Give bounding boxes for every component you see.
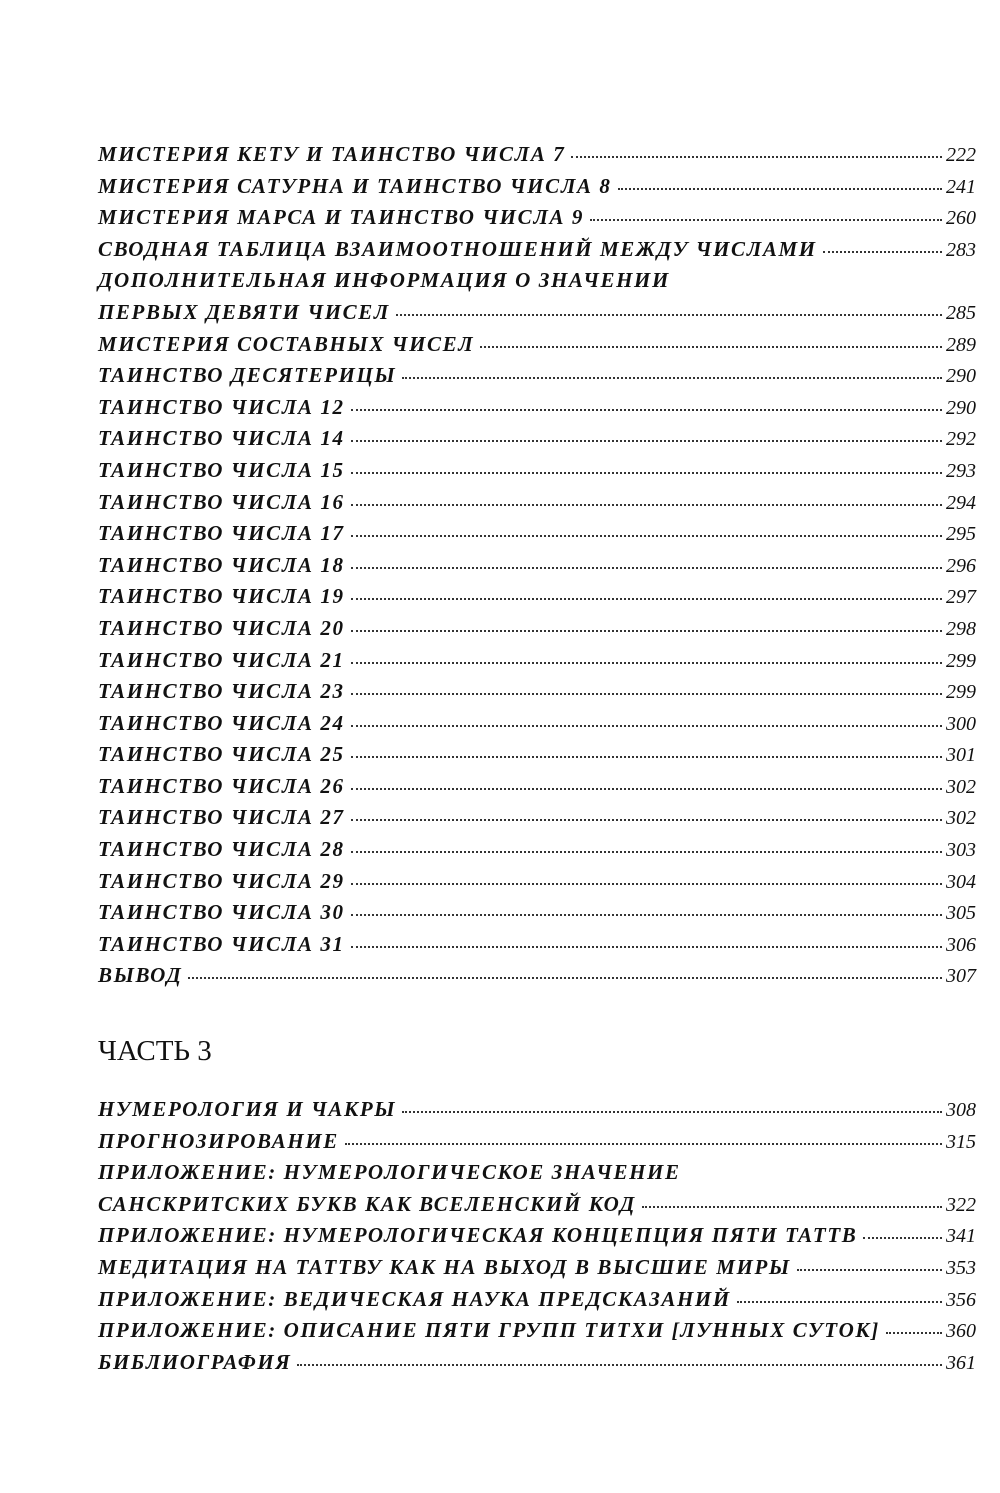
toc-entry-page-number: 301 — [946, 744, 976, 767]
toc-entry — [98, 1255, 976, 1287]
toc-entry — [98, 1097, 976, 1129]
toc-entry — [98, 426, 976, 458]
toc-entry-page-number: 307 — [946, 965, 976, 988]
toc-entry — [98, 1287, 976, 1319]
part-heading: ЧАСТЬ 3 — [98, 1035, 212, 1068]
toc-entry-page-number: 305 — [946, 902, 976, 925]
toc-entry — [98, 711, 976, 743]
toc-entry — [98, 837, 976, 869]
toc-entry-page-number: 289 — [946, 333, 976, 356]
toc-entry-title: ТАИНСТВО ЧИСЛА 26 — [98, 773, 345, 798]
toc-page — [98, 142, 976, 1381]
toc-entry-title: СВОДНАЯ ТАБЛИЦА ВЗАИМООТНОШЕНИЙ МЕЖДУ ЧИСЛАМИ — [98, 236, 817, 261]
toc-entry-page-number: 296 — [946, 554, 976, 577]
toc-entry-page-number: 360 — [946, 1320, 976, 1343]
toc-entry-page-number: 290 — [946, 396, 976, 419]
toc-entry — [98, 584, 976, 616]
spacer — [98, 995, 976, 1033]
toc-entry-title: МИСТЕРИЯ САТУРНА И ТАИНСТВО ЧИСЛА 8 — [98, 173, 612, 198]
toc-entry-title: ТАИНСТВО ЧИСЛА 14 — [98, 426, 345, 451]
toc-entry-page-number: 302 — [946, 807, 976, 830]
toc-dot-leader — [737, 1300, 942, 1303]
toc-entry — [98, 237, 976, 269]
toc-entry-title: ПРИЛОЖЕНИЕ: ВЕДИЧЕСКАЯ НАУКА ПРЕДСКАЗАНИЙ — [98, 1286, 731, 1311]
toc-entry — [98, 774, 976, 806]
toc-entry-page-number: 302 — [946, 775, 976, 798]
toc-dot-leader — [863, 1236, 942, 1239]
toc-dot-leader — [351, 471, 942, 474]
toc-entry-page-number: 295 — [946, 523, 976, 546]
toc-dot-leader — [188, 976, 942, 979]
toc-entry-title: ПРИЛОЖЕНИЕ: НУМЕРОЛОГИЧЕСКАЯ КОНЦЕПЦИЯ ПЯТИ ТАТТВ — [98, 1223, 858, 1248]
toc-entry-page-number: 260 — [946, 207, 976, 230]
toc-entry-page-number: 292 — [946, 428, 976, 451]
toc-dot-leader — [351, 755, 942, 758]
toc-entry-title: ТАИНСТВО ЧИСЛА 28 — [98, 837, 345, 862]
toc-entry — [98, 679, 976, 711]
toc-dot-leader — [402, 1110, 942, 1113]
toc-entry — [98, 268, 976, 300]
toc-entry-title: ПРИЛОЖЕНИЕ: ОПИСАНИЕ ПЯТИ ГРУПП ТИТХИ [ЛУННЫХ СУТОК] — [98, 1318, 880, 1343]
toc-entry — [98, 900, 976, 932]
toc-list-section-2 — [98, 1097, 976, 1381]
toc-entry-title: ТАИНСТВО ЧИСЛА 30 — [98, 900, 345, 925]
toc-list-section-1 — [98, 142, 976, 995]
toc-dot-leader — [351, 566, 942, 569]
toc-entry — [98, 963, 976, 995]
toc-entry-page-number: 290 — [946, 365, 976, 388]
toc-entry-title: ТАИНСТВО ЧИСЛА 29 — [98, 868, 345, 893]
toc-entry-page-number: 315 — [946, 1130, 976, 1153]
toc-dot-leader — [351, 724, 942, 727]
toc-dot-leader — [590, 218, 942, 221]
toc-entry — [98, 932, 976, 964]
toc-entry — [98, 521, 976, 553]
toc-dot-leader — [351, 850, 942, 853]
toc-entry — [98, 1160, 976, 1192]
toc-entry-title: ВЫВОД — [98, 963, 183, 988]
toc-dot-leader — [797, 1268, 942, 1271]
toc-dot-leader — [351, 913, 942, 916]
toc-entry-page-number: 300 — [946, 712, 976, 735]
toc-dot-leader — [351, 439, 942, 442]
toc-dot-leader — [351, 882, 942, 885]
toc-entry-title: ТАИНСТВО ЧИСЛА 12 — [98, 394, 345, 419]
toc-entry-title: САНСКРИТСКИХ БУКВ КАК ВСЕЛЕНСКИЙ КОД — [98, 1191, 636, 1216]
toc-entry-page-number: 353 — [946, 1257, 976, 1279]
toc-dot-leader — [351, 597, 942, 600]
toc-entry-page-number: 299 — [946, 649, 976, 672]
toc-entry-title: МИСТЕРИЯ МАРСА И ТАИНСТВО ЧИСЛА 9 — [98, 205, 585, 230]
toc-entry-title: БИБЛИОГРАФИЯ — [98, 1349, 292, 1374]
toc-entry — [98, 174, 976, 206]
toc-dot-leader — [351, 629, 942, 632]
toc-entry — [98, 395, 976, 427]
toc-entry — [98, 1318, 976, 1350]
toc-dot-leader — [571, 155, 942, 158]
toc-entry-title: ПРИЛОЖЕНИЕ: НУМЕРОЛОГИЧЕСКОЕ ЗНАЧЕНИЕ — [98, 1160, 681, 1185]
toc-dot-leader — [351, 945, 942, 948]
toc-dot-leader — [345, 1142, 942, 1145]
toc-entry-page-number: 356 — [946, 1288, 976, 1311]
toc-entry-title: ПРОГНОЗИРОВАНИЕ — [98, 1128, 339, 1153]
toc-entry-title: ТАИНСТВО ЧИСЛА 31 — [98, 931, 345, 956]
toc-entry-page-number: 303 — [946, 839, 976, 862]
toc-entry — [98, 300, 976, 332]
toc-entry-page-number: 222 — [946, 144, 976, 166]
toc-dot-leader — [396, 313, 942, 316]
toc-entry-title: МИСТЕРИЯ КЕТУ И ТАИНСТВО ЧИСЛА 7 — [98, 142, 566, 166]
toc-entry — [98, 742, 976, 774]
toc-entry-page-number: 341 — [946, 1225, 976, 1248]
toc-entry-page-number: 293 — [946, 459, 976, 482]
toc-entry-page-number: 285 — [946, 301, 976, 324]
toc-entry — [98, 205, 976, 237]
toc-entry-title: ТАИНСТВО ЧИСЛА 24 — [98, 710, 345, 735]
toc-entry — [98, 553, 976, 585]
toc-entry — [98, 869, 976, 901]
toc-entry-page-number: 361 — [946, 1351, 976, 1374]
toc-entry-page-number: 322 — [946, 1193, 976, 1216]
toc-entry-title: ТАИНСТВО ЧИСЛА 25 — [98, 742, 345, 767]
toc-dot-leader — [351, 534, 942, 537]
toc-entry — [98, 490, 976, 522]
toc-dot-leader — [351, 692, 942, 695]
toc-entry — [98, 1350, 976, 1382]
toc-entry-page-number: 298 — [946, 617, 976, 640]
toc-dot-leader — [351, 787, 942, 790]
toc-entry — [98, 142, 976, 174]
toc-dot-leader — [351, 661, 942, 664]
toc-entry-title: МИСТЕРИЯ СОСТАВНЫХ ЧИСЕЛ — [98, 331, 475, 356]
toc-entry-page-number: 294 — [946, 491, 976, 514]
toc-entry-page-number: 241 — [946, 175, 976, 198]
toc-entry-title: НУМЕРОЛОГИЯ И ЧАКРЫ — [98, 1097, 397, 1122]
toc-entry-page-number: 304 — [946, 870, 976, 893]
toc-dot-leader — [886, 1331, 942, 1334]
toc-entry — [98, 1223, 976, 1255]
toc-entry — [98, 363, 976, 395]
toc-dot-leader — [642, 1205, 942, 1208]
toc-entry-title: ТАИНСТВО ЧИСЛА 18 — [98, 552, 345, 577]
toc-entry — [98, 458, 976, 490]
toc-entry-page-number: 283 — [946, 238, 976, 261]
toc-entry-title: МЕДИТАЦИЯ НА ТАТТВУ КАК НА ВЫХОД В ВЫСШИЕ МИРЫ — [98, 1255, 791, 1279]
toc-dot-leader — [402, 376, 942, 379]
toc-entry — [98, 1129, 976, 1161]
toc-dot-leader — [351, 408, 942, 411]
toc-dot-leader — [618, 187, 942, 190]
toc-entry-page-number: 299 — [946, 681, 976, 704]
toc-entry-title: ТАИНСТВО ЧИСЛА 15 — [98, 457, 345, 482]
toc-entry-title: ДОПОЛНИТЕЛЬНАЯ ИНФОРМАЦИЯ О ЗНАЧЕНИИ — [98, 268, 670, 293]
toc-entry-title: ТАИНСТВО ЧИСЛА 27 — [98, 805, 345, 830]
toc-entry — [98, 616, 976, 648]
toc-entry-title: ПЕРВЫХ ДЕВЯТИ ЧИСЕЛ — [98, 299, 390, 324]
toc-dot-leader — [297, 1363, 942, 1366]
toc-dot-leader — [823, 250, 942, 253]
toc-entry — [98, 805, 976, 837]
toc-entry-page-number: 308 — [946, 1099, 976, 1122]
toc-entry-page-number: 306 — [946, 933, 976, 956]
toc-entry — [98, 332, 976, 364]
toc-entry-title: ТАИНСТВО ДЕСЯТЕРИЦЫ — [98, 363, 397, 388]
spacer — [98, 1069, 976, 1097]
toc-entry — [98, 1192, 976, 1224]
toc-entry — [98, 648, 976, 680]
toc-dot-leader — [351, 503, 942, 506]
toc-dot-leader — [351, 818, 942, 821]
toc-entry-title: ТАИНСТВО ЧИСЛА 21 — [98, 647, 345, 672]
toc-entry-title: ТАИНСТВО ЧИСЛА 16 — [98, 489, 345, 514]
toc-entry-title: ТАИНСТВО ЧИСЛА 23 — [98, 679, 345, 704]
toc-entry-title: ТАИНСТВО ЧИСЛА 20 — [98, 615, 345, 640]
toc-entry-title: ТАИНСТВО ЧИСЛА 19 — [98, 584, 345, 609]
toc-entry-title: ТАИНСТВО ЧИСЛА 17 — [98, 521, 345, 546]
toc-dot-leader — [480, 345, 942, 348]
toc-entry-page-number: 297 — [946, 586, 976, 609]
